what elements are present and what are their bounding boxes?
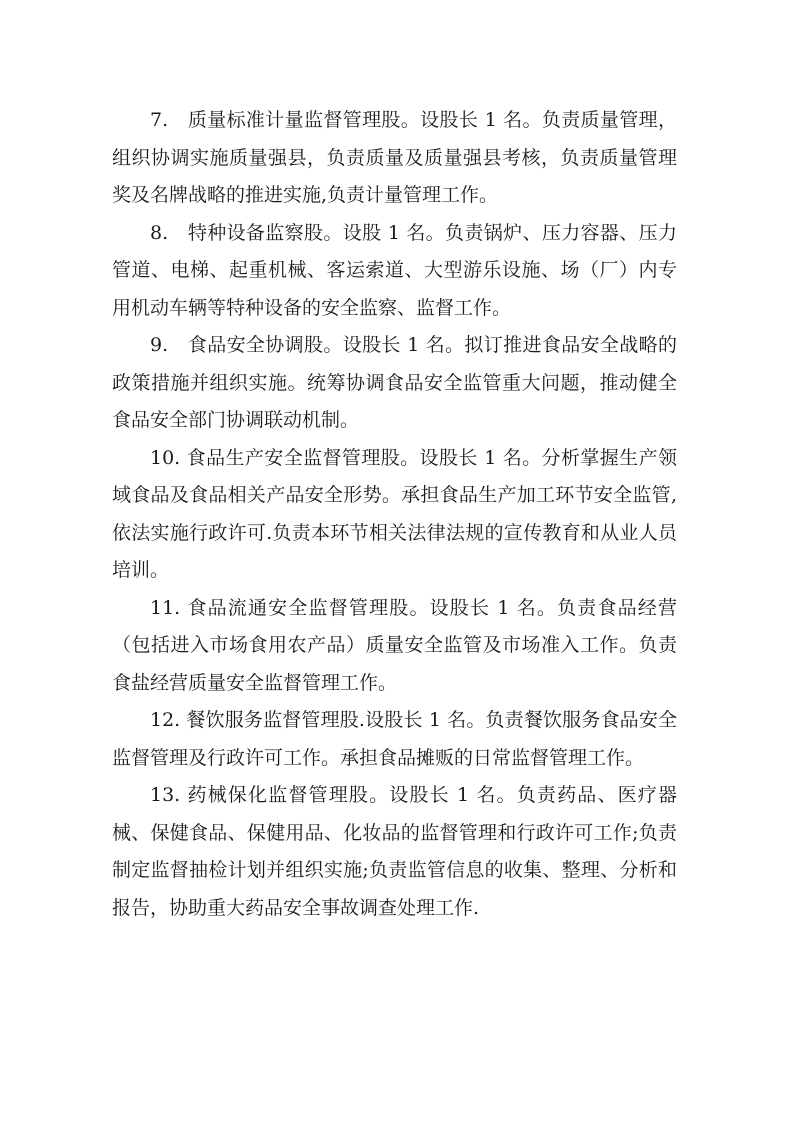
paragraph-item-13: 13. 药械保化监督管理股。设股长 1 名。负责药品、医疗器械、保健食品、保健用品、化妆品的监督管理和行政许可工作;负责制定监督抽检计划并组织实施;负责监管信息的收集、整理、分析和报告，协助重大药品安全事故调查处理工作. bbox=[112, 784, 677, 919]
paragraph-item-11: 11. 食品流通安全监督管理股。设股长 1 名。负责食品经营（包括进入市场食用农产品）质量安全监管及市场准入工作。负责食盐经营质量安全监督管理工作。 bbox=[112, 596, 677, 694]
paragraph-item-8: 8. 特种设备监察股。设股 1 名。负责锅炉、压力容器、压力管道、电梯、起重机械、客运索道、大型游乐设施、场（厂）内专用机动车辆等特种设备的安全监察、监督工作。 bbox=[112, 221, 677, 319]
paragraph-item-9: 9. 食品安全协调股。设股长 1 名。拟订推进食品安全战略的政策措施并组织实施。统筹协调食品安全监管重大问题，推动健全食品安全部门协调联动机制。 bbox=[112, 334, 677, 431]
paragraph-item-10: 10. 食品生产安全监督管理股。设股长 1 名。分析掌握生产领域食品及食品相关产品安全形势。承担食品生产加工环节安全监管,依法实施行政许可.负责本环节相关法律法规的宣传教育和从业人员培训。 bbox=[112, 446, 677, 581]
paragraph-item-7: 7. 质量标准计量监督管理股。设股长 1 名。负责质量管理，组织协调实施质量强县，负责质量及质量强县考核，负责质量管理奖及名牌战略的推进实施,负责计量管理工作。 bbox=[112, 109, 677, 206]
document-body bbox=[112, 102, 677, 927]
paragraph-item-12: 12. 餐饮服务监督管理股.设股长 1 名。负责餐饮服务食品安全监督管理及行政许可工作。承担食品摊贩的日常监督管理工作。 bbox=[112, 709, 677, 769]
